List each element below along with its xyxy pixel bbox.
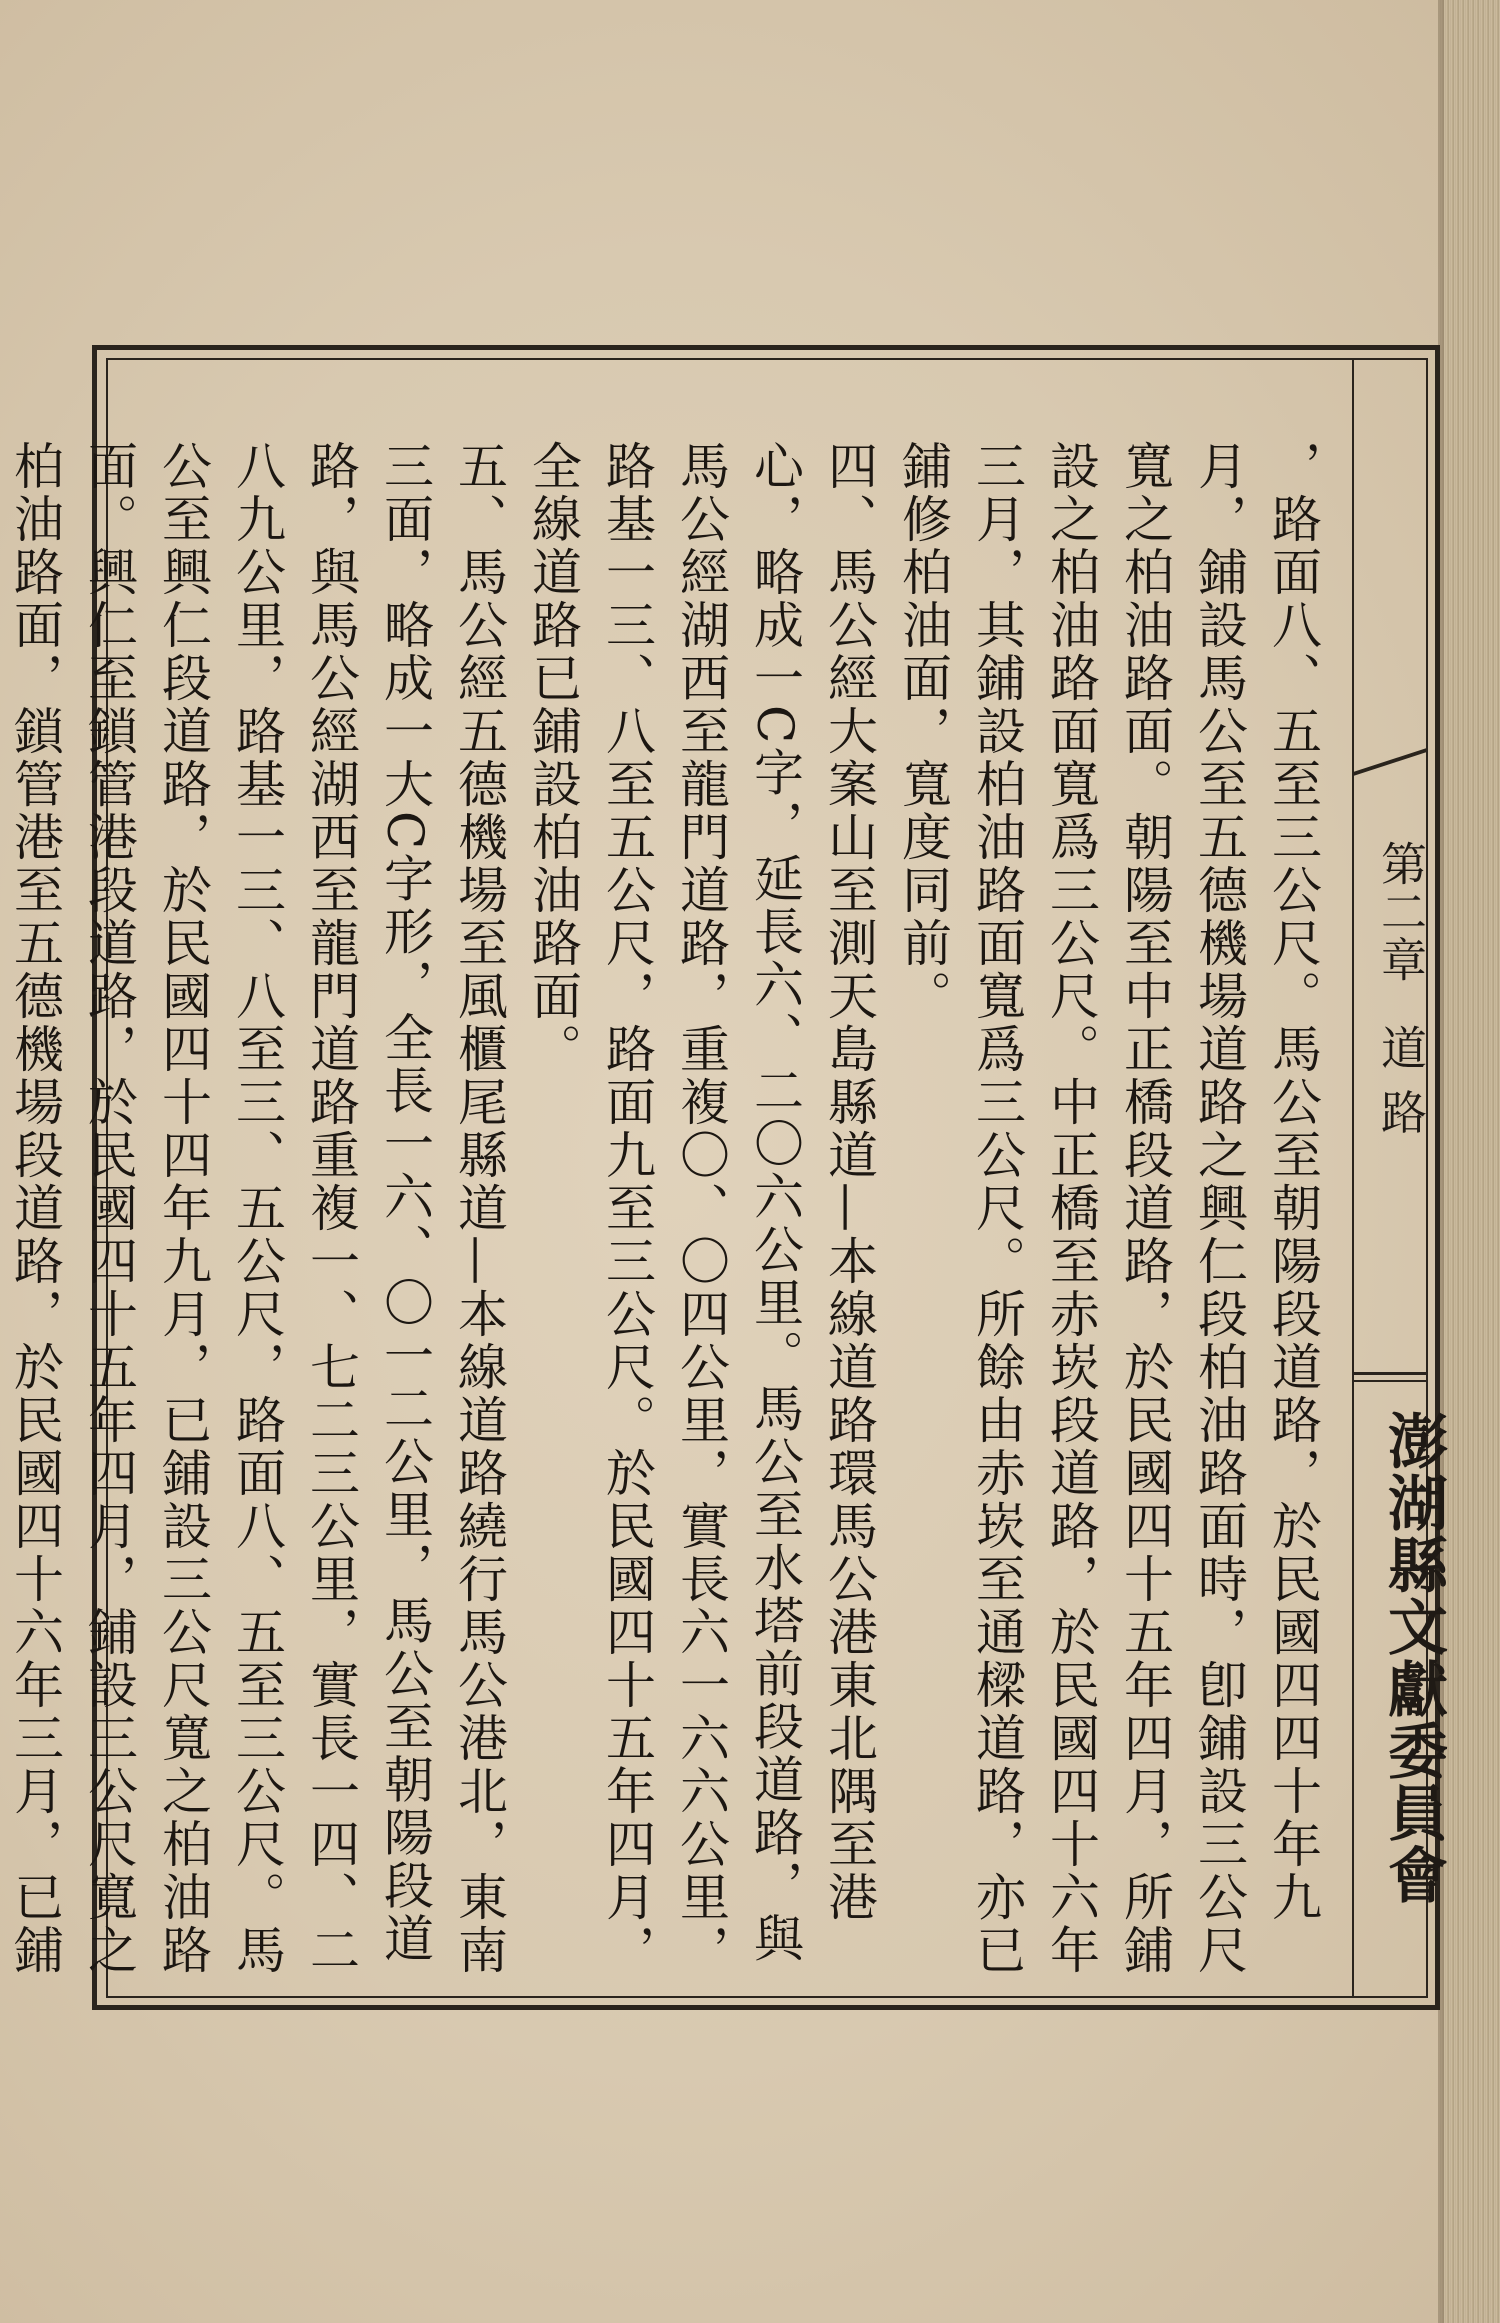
running-head-chapter: [1368, 840, 1434, 1137]
paragraph-4: 四、馬公經大案山至測天島縣道—本線道路環馬公港東北隅至港心，略成一C字，延長六、二〇六公里。馬公至水塔前段道路，與馬公經湖西至龍門道路，重複〇、〇四公里，實長六一六六公里，路基一三、八至五公尺，路面九至三公尺。於民國四十五年四月，全線道路已鋪設柏油路面。: [524, 440, 878, 1977]
running-head-rule-mid-2: [1352, 1380, 1428, 1382]
chapter-label: 第二章: [1374, 840, 1428, 984]
section-label: 道 路: [1374, 1024, 1428, 1137]
running-head-rule-mid: [1352, 1372, 1428, 1375]
paragraph-3-continued: ，路面八、五至三公尺。馬公至朝陽段道路，於民國四四十年九月，鋪設馬公至五德機場道路之興仁段柏油路面時，卽鋪設三公尺寬之柏油路面。朝陽至中正橋段道路，於民國四十五年四月，所鋪設之柏油路面寬爲三公尺。中正橋至赤崁段道路，於民國四十六年三月，其鋪設柏油路面寬爲三公尺。所餘由赤崁至通樑道路，亦已鋪修柏油面，寬度同前。: [894, 440, 1322, 1977]
paragraph-5: 五、馬公經五德機場至風櫃尾縣道—本線道路繞行馬公港北，東南三面，略成一大C字形，全長一六、〇一二公里，馬公至朝陽段道路，與馬公經湖西至龍門道路重複一、七二三公里，實長一四、二八九公里，路基一三、八至三、五公尺，路面八、五至三公尺。馬公至興仁段道路，於民國四十四年九月，已鋪設三公尺寬之柏油路面。興仁至鎖管港段道路，於民國四十五年四月，鋪設三公尺寬之柏油路面，鎖管港至五德機場段道路，於民國四十六年三月，已鋪: [6, 440, 508, 1977]
body-text: [6, 440, 1330, 1990]
running-head-publisher: 澎湖縣文獻委員會: [1378, 1410, 1448, 1906]
book-fore-edge: [1440, 0, 1500, 2323]
